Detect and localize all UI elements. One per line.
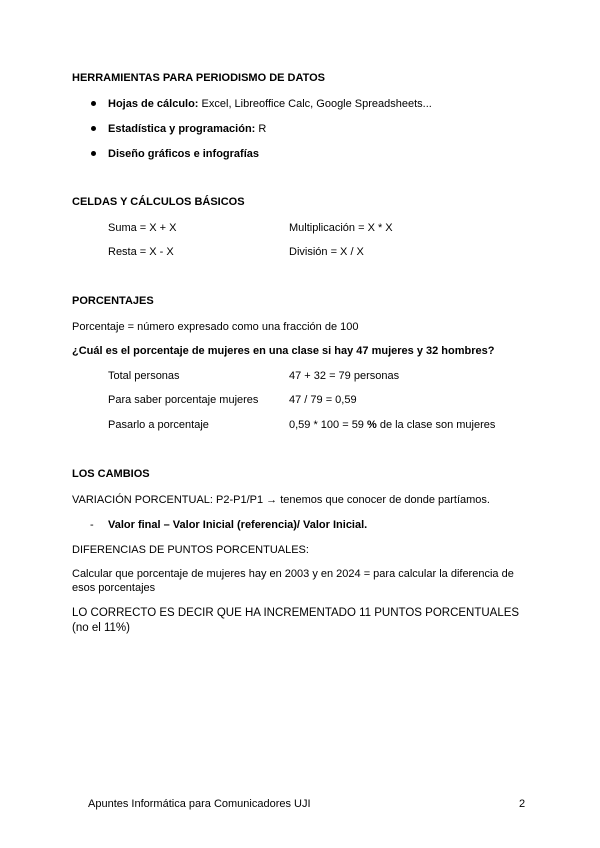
formula-variacion: Valor final – Valor Inicial (referencia)/ Valor Inicial. <box>108 519 368 531</box>
formula-suma: Suma = X + X <box>108 222 177 234</box>
correcto-paragraph: LO CORRECTO ES DECIR QUE HA INCREMENTADO 11 PUNTOS PORCENTUALES (no el 11%) <box>72 607 520 634</box>
calcular-paragraph: Calcular que porcentaje de mujeres hay en 2003 y en 2024 = para calcular la diferencia de esos porcentajes <box>72 568 514 594</box>
formula-multiplicacion: Multiplicación = X * X <box>289 222 393 234</box>
list-item-text: R <box>255 123 267 135</box>
section-title-celdas: CELDAS Y CÁLCULOS BÁSICOS <box>72 196 245 208</box>
formula-resta: Resta = X - X <box>108 246 174 258</box>
bullet-icon <box>91 151 96 156</box>
bullet-icon <box>91 126 96 131</box>
row-value-percent: % <box>366 419 377 431</box>
row-value-saber: 47 / 79 = 0,59 <box>289 394 357 406</box>
variacion-porcentual: VARIACIÓN PORCENTUAL: P2-P1/P1 → tenemos que conocer de donde partíamos. <box>72 494 490 506</box>
formula-division: División = X / X <box>289 246 364 258</box>
footer-text: Apuntes Informática para Comunicadores UJI <box>88 798 311 810</box>
section-title-herramientas: HERRAMIENTAS PARA PERIODISMO DE DATOS <box>72 72 326 84</box>
row-value-pasarlo <box>289 418 495 432</box>
diferencias-title: DIFERENCIAS DE PUNTOS PORCENTUALES: <box>72 544 309 556</box>
row-label-total: Total personas <box>108 370 180 382</box>
list-item-diseno <box>108 147 259 161</box>
list-item-label: Estadística y programación: <box>108 123 256 135</box>
row-label-saber: Para saber porcentaje mujeres <box>108 394 259 406</box>
row-label-pasarlo: Pasarlo a porcentaje <box>108 419 209 431</box>
section-title-porcentajes: PORCENTAJES <box>72 295 154 307</box>
porcentaje-definition: Porcentaje = número expresado como una fracción de 100 <box>72 321 359 333</box>
list-item-hojas <box>108 97 432 111</box>
list-item-estadistica <box>108 122 266 136</box>
bullet-icon <box>91 101 96 106</box>
row-value-post: de la clase son mujeres <box>376 419 496 431</box>
page-number: 2 <box>519 798 526 810</box>
porcentaje-question: ¿Cuál es el porcentaje de mujeres en una clase si hay 47 mujeres y 32 hombres? <box>72 345 495 357</box>
list-item-text: Excel, Libreoffice Calc, Google Spreadsheets... <box>198 98 432 110</box>
row-value-pre: 0,59 * 100 = 59 <box>289 419 367 431</box>
row-value-total: 47 + 32 = 79 personas <box>289 370 400 382</box>
dash-bullet-icon: - <box>90 519 94 531</box>
section-title-cambios: LOS CAMBIOS <box>72 468 150 480</box>
list-item-label: Diseño gráficos e infografías <box>108 148 259 160</box>
list-item-label: Hojas de cálculo: <box>108 98 199 110</box>
